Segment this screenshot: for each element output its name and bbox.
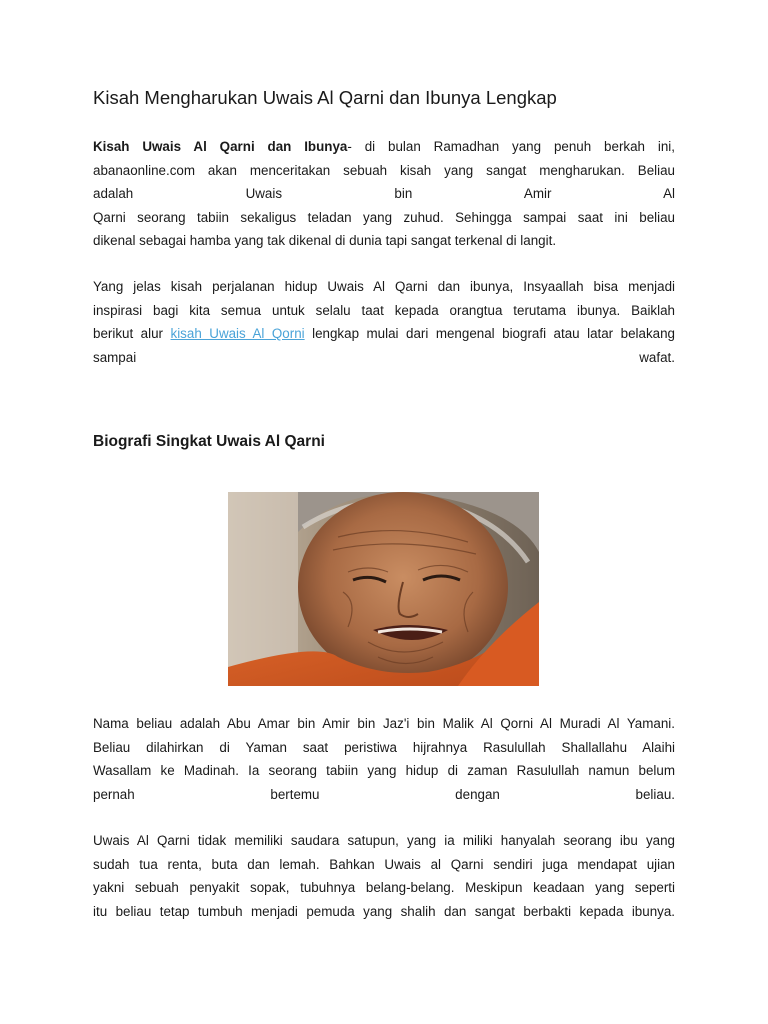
para-line: berikut alur kisah Uwais Al Qorni lengkap mulai dari mengenal biografi atau latar belakang bbox=[93, 326, 675, 341]
para-line: pernah bertemu dengan beliau. bbox=[93, 786, 675, 802]
para-line: sudah tua renta, buta dan lemah. Bahkan Uwais al Qarni sendiri juga mendapat ujian bbox=[93, 856, 675, 872]
story-link[interactable]: kisah Uwais Al Qorni bbox=[170, 326, 305, 341]
para-line: Kisah Uwais Al Qarni dan Ibunya- di bulan Ramadhan yang penuh berkah ini, bbox=[93, 139, 675, 154]
para-line: Qarni seorang tabiin sekaligus teladan yang zuhud. Sehingga sampai saat ini beliau bbox=[93, 209, 675, 225]
paragraph-biography bbox=[93, 712, 675, 806]
para-line: Nama beliau adalah Abu Amar bin Amir bin Jaz'i bin Malik Al Qorni Al Muradi Al Yamani. bbox=[93, 716, 675, 731]
paragraph-family bbox=[93, 829, 675, 923]
para-line: dikenal sebagai hamba yang tak dikenal di dunia tapi sangat terkenal di langit. bbox=[93, 233, 557, 248]
page-title: Kisah Mengharukan Uwais Al Qarni dan Ibunya Lengkap bbox=[93, 87, 557, 108]
para-line: abanaonline.com akan menceritakan sebuah kisah yang sangat mengharukan. Beliau bbox=[93, 162, 675, 178]
para-line: Uwais Al Qarni tidak memiliki saudara satupun, yang ia miliki hanyalah seorang ibu yang bbox=[93, 833, 675, 848]
elderly-woman-photo bbox=[228, 492, 539, 686]
section-heading: Biografi Singkat Uwais Al Qarni bbox=[93, 433, 325, 450]
para-line: Wasallam ke Madinah. Ia seorang tabiin yang hidup di zaman Rasulullah namun belum bbox=[93, 763, 675, 778]
bold-lead: Kisah Uwais Al Qarni dan Ibunya bbox=[93, 139, 348, 154]
paragraph-intro bbox=[93, 135, 675, 253]
para-line: inspirasi bagi kita semua untuk selalu taat kepada orangtua terutama ibunya. Baiklah bbox=[93, 302, 675, 318]
para-line: Beliau dilahirkan di Yaman saat peristiwa hijrahnya Rasulullah Shallallahu Alaihi bbox=[93, 739, 675, 755]
para-line: Yang jelas kisah perjalanan hidup Uwais Al Qarni dan ibunya, Insyaallah bisa menjadi bbox=[93, 279, 675, 294]
para-line: itu beliau tetap tumbuh menjadi pemuda yang shalih dan sangat berbakti kepada ibunya. bbox=[93, 903, 675, 919]
paragraph-second bbox=[93, 275, 675, 369]
para-line: adalah Uwais bin Amir Al bbox=[93, 186, 675, 201]
para-line: yakni sebuah penyakit sopak, tubuhnya belang-belang. Meskipun keadaan yang seperti bbox=[93, 880, 675, 895]
para-line: sampai wafat. bbox=[93, 349, 675, 365]
